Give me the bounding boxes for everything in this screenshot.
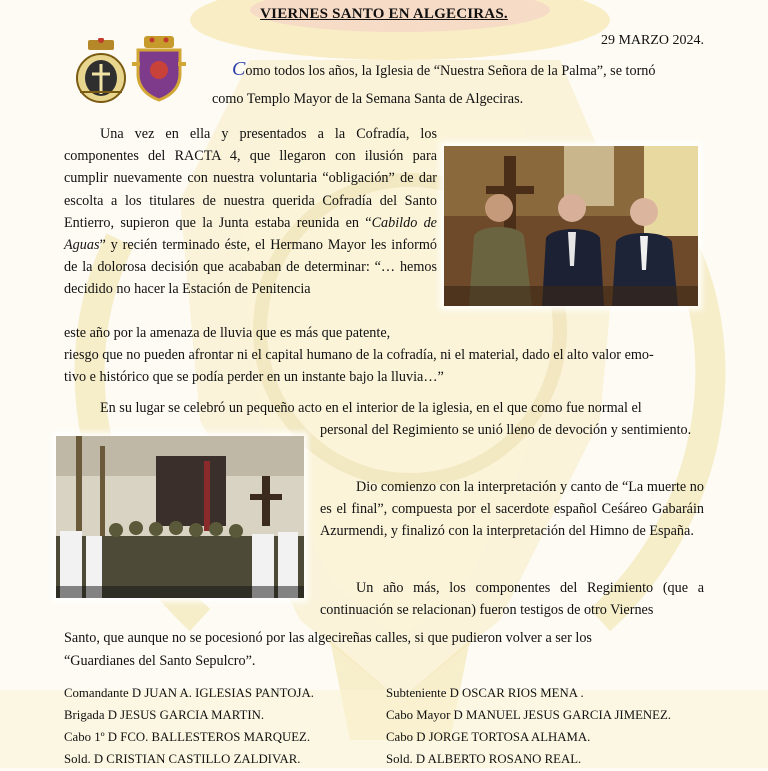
roster-right-2: Cabo Mayor D MANUEL JESUS GARCIA JIMENEZ. [386,708,671,722]
roster-left-4: Sold. D CRISTIAN CASTILLO ZALDIVAR. [64,752,301,766]
church-officials-photo [444,146,698,306]
paragraph-1-italic: Cabildo de Aguas [64,214,437,254]
roster-right-4: Sold. D ALBERTO ROSANO REAL. [386,752,582,766]
hermandad-crest-icon [72,38,130,104]
roster-right-1: Subteniente D OSCAR RIOS MENA . [386,686,584,700]
paragraph-1-text-b: ” y recién terminado éste, el Hermano Mayor les informó de la dolorosa decisión que acababan de determinar: “… hemos decidido no hacer la Estación de Penitencia [64,237,437,298]
church-interior-ceremony-photo [56,436,304,598]
paragraph-1-line-10: este año por la amenaza de lluvia que es más que patente, [64,325,391,341]
page-title: VIERNES SANTO EN ALGECIRAS. [260,6,508,22]
paragraph-3: Dio comienzo con la interpretación y canto de “La muerte no es el final”, compuesta por el sacerdote español Ceśáreo Gabaráin Azurmendi, y finalizó con la interpretación del Himno de España. [320,479,704,540]
paragraph-2-line-1: En su lugar se celebró un pequeño acto en el interior de la iglesia, en el que como fue normal el [100,400,642,416]
intro-line-2: como Templo Mayor de la Semana Santa de Algeciras. [212,91,524,107]
paragraph-1-line-11: riesgo que no pueden afrontar ni el capital humano de la cofradía, ni el material, dado el alto valor emo- [64,347,654,363]
paragraph-1 [64,123,437,301]
document-date: 29 MARZO 2024. [600,33,704,48]
roster-right-3: Cabo D JORGE TORTOSA ALHAMA. [386,730,591,744]
paragraph-2-rest: personal del Regimiento se unió lleno de devoción y sentimiento. [320,422,692,438]
intro-line-1 [232,58,704,82]
roster-left-2: Brigada D JESUS GARCIA MARTIN. [64,708,265,722]
paragraph-4-part-b: Santo, que aunque no se pocesionó por las algecireñas calles, si que pudieron volver a ser los [64,630,592,646]
paragraph-4-part-a: Un año más, los componentes del Regimiento (que a continuación se relacionan) fueron testigos de otro Viernes [320,580,704,619]
regiment-crest-icon [130,34,188,104]
paragraph-1-line-12: tivo e histórico que se podía perder en un instante bajo la lluvia…” [64,369,444,385]
paragraph-1-text-a: Una vez en ella y presentados a la Cofradía, los componentes del RACTA 4, que llegaron con ilusión para cumplir nuevamente con nuestra voluntaria “obligación” de dar escolta a los titulares de nuestra querida Cofradía del Santo Entierro, supieron que la Junta estaba reunida en “ [64,126,437,231]
intro-text-1: omo todos los años, la Iglesia de “Nuestra Señora de la Palma”, se tornó [245,63,656,79]
roster-left-3: Cabo 1º D FCO. BALLESTEROS MARQUEZ. [64,730,311,744]
paragraph-4-part-c: “Guardianes del Santo Sepulcro”. [64,653,256,669]
intro-dropcap: C [232,58,246,80]
roster-left-1: Comandante D JUAN A. IGLESIAS PANTOJA. [64,686,314,700]
